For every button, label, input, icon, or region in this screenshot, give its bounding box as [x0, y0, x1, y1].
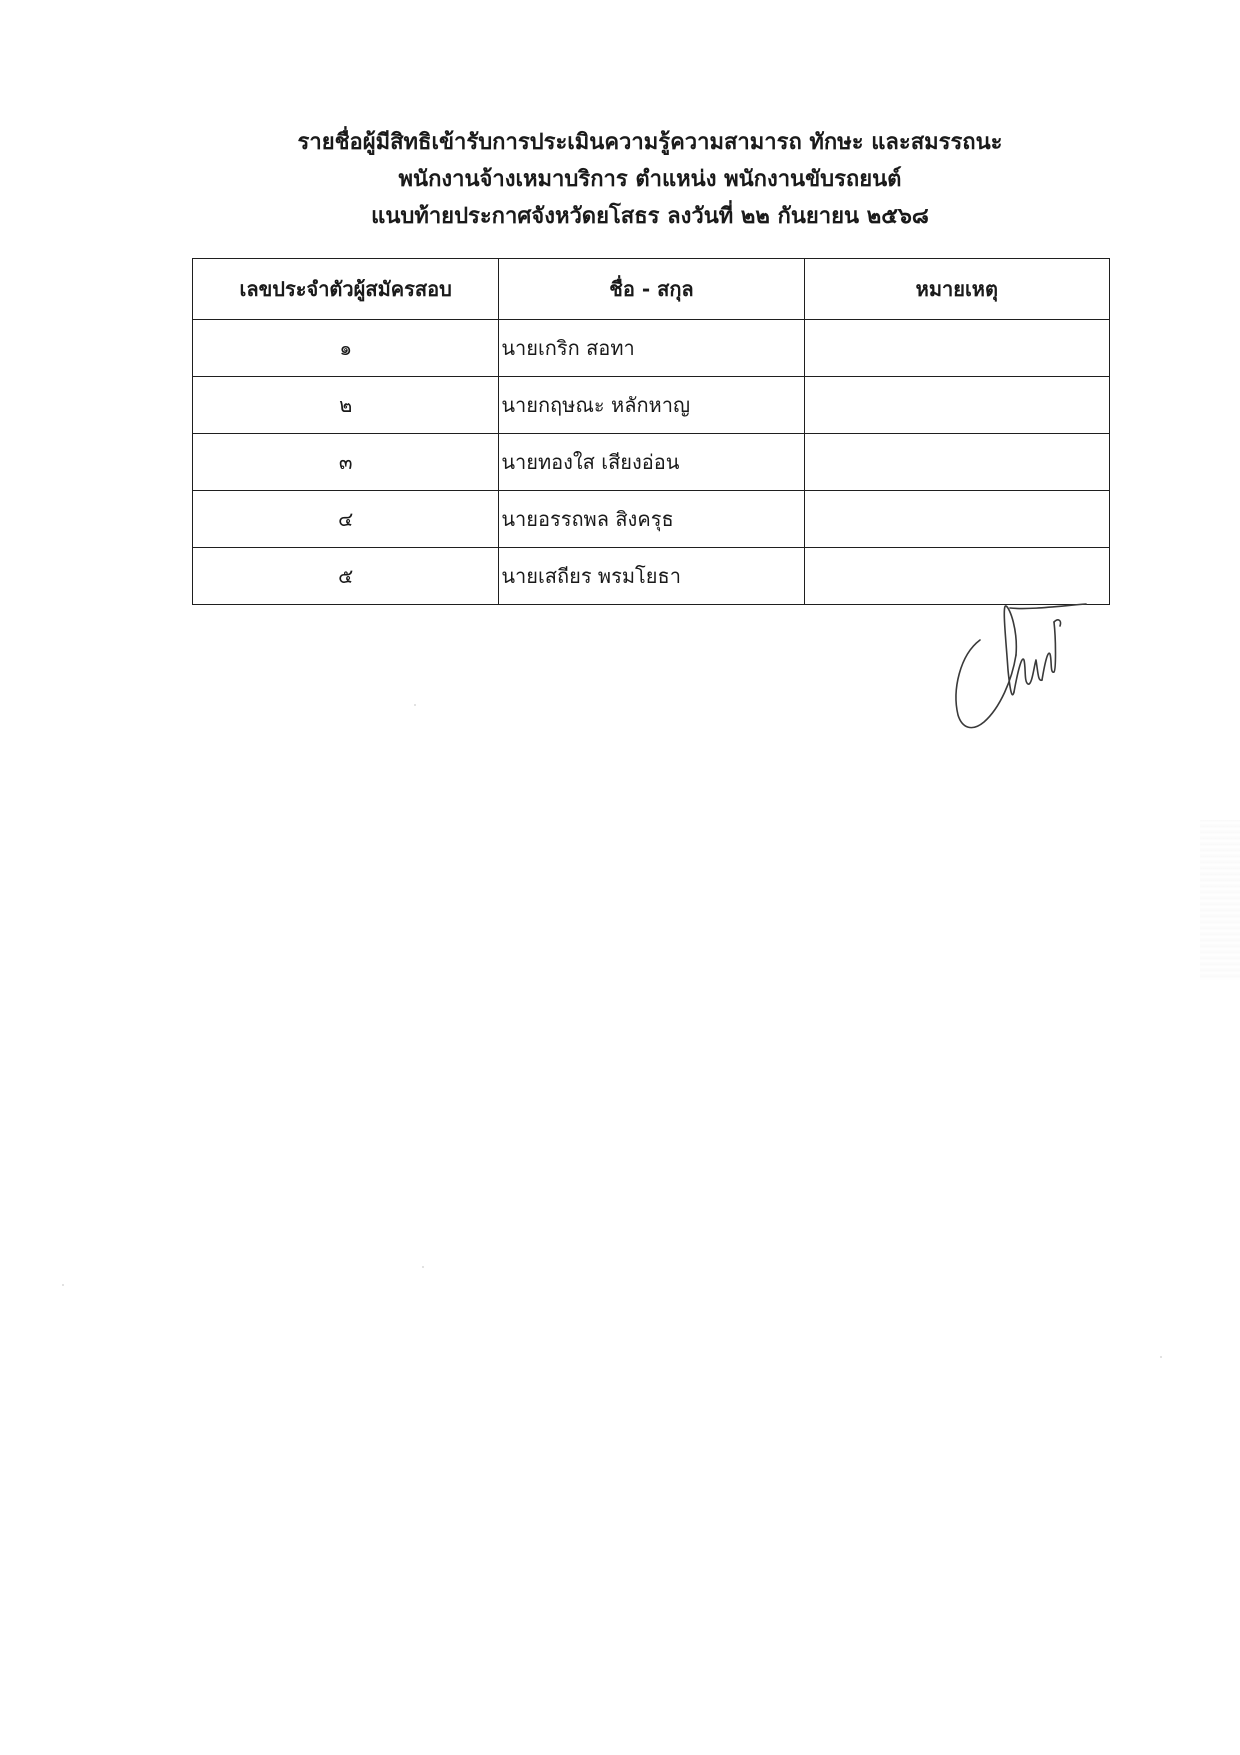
- scan-speck: [1160, 1356, 1162, 1358]
- title-line-2: พนักงานจ้างเหมาบริการ ตำแหน่ง พนักงานขับรถยนต์: [398, 167, 902, 192]
- candidate-id-cell: ๑: [193, 320, 499, 377]
- candidate-id-cell: ๓: [193, 434, 499, 491]
- table-row: [193, 548, 1110, 605]
- table-row: [193, 491, 1110, 548]
- table-row: [193, 434, 1110, 491]
- signature-stroke: [1004, 606, 1016, 695]
- remarks-cell: [804, 548, 1109, 605]
- remarks-cell: [804, 434, 1109, 491]
- candidate-id-cell: ๕: [193, 548, 499, 605]
- scan-speck: [414, 704, 416, 706]
- candidate-id-cell: ๔: [193, 491, 499, 548]
- candidate-table: [192, 258, 1110, 605]
- table-row: [193, 377, 1110, 434]
- title-line-1: รายชื่อผู้มีสิทธิเข้ารับการประเมินความรู้ความสามารถ ทักษะ และสมรรถนะ: [297, 130, 1003, 155]
- document-title: [0, 124, 1240, 235]
- header-remarks: หมายเหตุ: [804, 259, 1109, 320]
- candidate-name-cell: นายกฤษณะ หลักหาญ: [499, 377, 804, 434]
- scan-speck: [422, 1266, 424, 1268]
- table-row: [193, 320, 1110, 377]
- candidate-name-cell: นายอรรถพล สิงครุธ: [499, 491, 804, 548]
- remarks-cell: [804, 320, 1109, 377]
- scan-edge-noise: [1200, 820, 1240, 980]
- handwritten-signature: [950, 600, 1100, 740]
- candidate-id-cell: ๒: [193, 377, 499, 434]
- table-header-row: [193, 259, 1110, 320]
- signature-stroke: [1014, 659, 1042, 692]
- header-candidate-id: เลขประจำตัวผู้สมัครสอบ: [193, 259, 499, 320]
- title-line-3: แนบท้ายประกาศจังหวัดยโสธร ลงวันที่ ๒๒ กันยายน ๒๕๖๘: [371, 204, 929, 229]
- remarks-cell: [804, 377, 1109, 434]
- candidate-name-cell: นายเกริก สอทา: [499, 320, 804, 377]
- signature-stroke: [1042, 622, 1056, 680]
- scan-speck: [62, 1284, 64, 1286]
- signature-stroke: [1010, 604, 1086, 609]
- remarks-cell: [804, 491, 1109, 548]
- candidate-name-cell: นายเสถียร พรมโยธา: [499, 548, 804, 605]
- candidate-name-cell: นายทองใส เสียงอ่อน: [499, 434, 804, 491]
- header-full-name: ชื่อ - สกุล: [499, 259, 804, 320]
